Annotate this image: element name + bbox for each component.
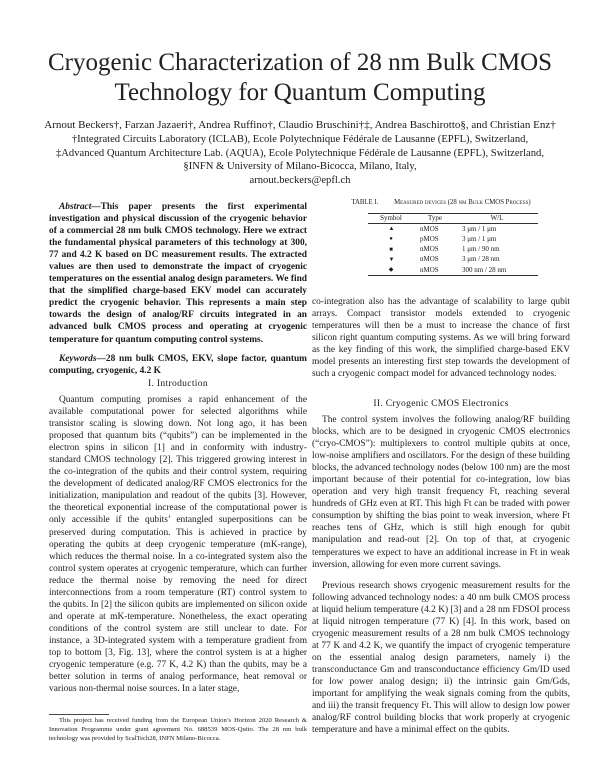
col-header-wl: W/L bbox=[490, 214, 504, 222]
table-cell-type: pMOS bbox=[420, 234, 439, 243]
table-cell-type: nMOS bbox=[420, 245, 439, 254]
cryo-cmos-paragraph: The control system involves the following analog/RF building blocks, which are to be designed in cryogenic CMOS electronics (“cryo-CMOS”): multiplexers to control multiple qubits at once, low-noise amplifiers and oscillators. For the design of these building blocks, the advanced technology nodes (below 100 nm) are the most important because of their potential for co-integration, low bias operation and very high transit frequency Ft, reaching several hundreds of GHz even at RT. This high Ft can be traded with power consumption by shifting the bias point to weak inversion, where Ft reaches tens of GHz, which is still high enough for qubit manipulation and read-out [2]. On top of that, at cryogenic temperatures we expect to have an additional increase in Ft in weak inversion, allowing for even more current savings. bbox=[312, 415, 570, 570]
right-column-top bbox=[312, 296, 570, 380]
title-line-1: Cryogenic Characterization of 28 nm Bulk CMOS bbox=[47, 49, 553, 76]
title-line-2: Technology for Quantum Computing bbox=[114, 79, 486, 106]
keywords-label: Keywords bbox=[59, 353, 97, 364]
keywords bbox=[49, 353, 307, 377]
table-cell-type: nMOS bbox=[420, 224, 439, 233]
triangle-down-icon: ▼ bbox=[388, 256, 395, 263]
affiliations bbox=[20, 133, 580, 187]
author-email: arnout.beckers@epfl.ch bbox=[249, 174, 351, 186]
table-caption bbox=[312, 199, 570, 206]
abstract-label: Abstract bbox=[59, 202, 92, 212]
table-cell-wl: 1 μm / 90 nm bbox=[462, 245, 500, 254]
section-2-heading: II. Cryogenic CMOS Electronics bbox=[373, 398, 509, 409]
left-column bbox=[49, 201, 307, 377]
table-cell-type: nMOS bbox=[420, 255, 439, 264]
table-cell-type: nMOS bbox=[420, 265, 439, 274]
intro-body bbox=[49, 394, 307, 695]
square-icon: ■ bbox=[389, 246, 393, 253]
triangle-up-icon: ▲ bbox=[388, 226, 395, 233]
footnote bbox=[49, 716, 307, 743]
table-row bbox=[368, 234, 538, 244]
section-2-body bbox=[312, 414, 570, 736]
devices-table bbox=[368, 213, 538, 276]
previous-research-paragraph: Previous research shows cryogenic measurement results for the following advanced technology nodes: a 40 nm bulk CMOS process at liquid helium temperature (4.2 K) [3] and a 28 nm FDSOI process at liquid nitrogen temperature (77 K) [4]. In this work, based on cryogenic measurement results of a 28 nm bulk CMOS technology at 77 K and 4.2 K, we quantify the impact of cryogenic temperature on the essential analog design parameters, namely i) the transconductance Gm and transconductance efficiency Gm/ID used for low power analog design; ii) the intrinsic gain Gm/Gds, important for amplifying the weak signals coming from the qubits, and iii) the transit frequency Ft. This will allow to design low power analog/RF control building blocks that work properly at cryogenic temperature and have a minimal effect on the qubits. bbox=[312, 580, 570, 736]
col-header-symbol: Symbol bbox=[380, 214, 402, 222]
intro-paragraph: Quantum computing promises a rapid enhancement of the available computational power for selected algorithms while transistor scaling is slowing down. Not long ago, it has been proposed that quantum bits (“qubits”) can be implemented in the electron spins in silicon [1] and in conformity with industry-standard CMOS technology [2]. This triggered growing interest in the co-integration of the qubits and their control system, requiring the development of dedicated analog/RF CMOS electronics for the initialization, manipulation and readout of the qubits [3]. However, the theoretical exponential increase of the computational power is only accessible if the qubits’ entangled superpositions can be preserved during computation. This is achieved in practice by operating the qubits at deep cryogenic temperature (mK-range), which reduces the thermal noise. In a co-integrated system also the control system operates at cryogenic temperature, which can further reduce the thermal noise by removing the need for direct interconnections from a room temperature (RT) control system to the qubits. In [2] the silicon qubits are implemented on silicon oxide and operate at mK-temperature. Nonetheless, the exact operating conditions of the control system are still unclear to date. For instance, a 3D-integrated system with a temperature gradient from top to bottom [3, Fig. 13], where the control system is at a higher cryogenic temperature (e.g. 77 K, 4.2 K) than the qubits, may be a better solution in terms of analog performance, heat removal or various non-thermal noise sources. In a later stage, bbox=[49, 395, 307, 695]
abstract-text: —This paper presents the first experimental investigation and physical discussion of the cryogenic behavior of a commercial 28 nm bulk CMOS technology. Here we extract the fundamental physical parameters of this technology at 300, 77 and 4.2 K based on DC measurement results. The extracted values are then used to demonstrate the impact of cryogenic temperatures on the essential analog design parameters. We find that the simplified charge-based EKV model can accurately predict the cryogenic behavior. This represents a main step towards the design of analog/RF circuits integrated in an advanced bulk CMOS process and operating at cryogenic temperature for quantum computing control systems. bbox=[49, 202, 307, 345]
col-header-type: Type bbox=[428, 214, 442, 222]
abstract bbox=[49, 201, 307, 346]
table-label: TABLE I. bbox=[351, 199, 379, 206]
table-row bbox=[368, 245, 538, 255]
author-list: Arnout Beckers†, Farzan Jazaeri†, Andrea Ruffino†, Claudio Bruschini†‡, Andrea Baschirotto§, and Christian Enz† bbox=[44, 119, 556, 131]
affiliation-aqua: ‡Advanced Quantum Architecture Lab. (AQUA), Ecole Polytechnique Fédérale de Lausanne (EPFL), Switzerland, bbox=[55, 147, 545, 159]
funding-note: This project has received funding from the European Union’s Horizon 2020 Research & Innovation Programme under grant agreement No. 688539 MOS-Quito. The 28 nm bulk technology was provided by ScalTech28, INFN Milano-Bicocca. bbox=[49, 717, 307, 742]
affiliation-iclab: †Integrated Circuits Laboratory (ICLAB), Ecole Polytechnique Fédérale de Lausanne (EPFL), Switzerland, bbox=[71, 134, 529, 145]
keywords-text: —28 nm bulk CMOS, EKV, slope factor, quantum computing, cryogenic, 4.2 K bbox=[49, 353, 307, 376]
table-row bbox=[368, 255, 538, 265]
table-row bbox=[368, 224, 538, 235]
continuation-paragraph: co-integration also has the advantage of scalability to large qubit arrays. Compact transistor models extended to cryogenic temperatures will then be a must to increase the chance of first silicon right quantum computing systems. As we will bring forward as the key finding of this work, the simplified charge-based EKV model presents an interesting first step towards the development of such a cryogenic compact model for advanced technology nodes. bbox=[312, 297, 570, 380]
circle-icon: ● bbox=[389, 236, 393, 243]
footnote-rule bbox=[49, 714, 109, 715]
affiliation-infn: §INFN & University of Milano-Bicocca, Milano, Italy, bbox=[183, 161, 417, 172]
table-cell-wl: 3 μm / 1 μm bbox=[462, 234, 497, 243]
paper-title bbox=[20, 48, 580, 108]
table-cell-wl: 3 μm / 1 μm bbox=[462, 224, 497, 233]
section-1-heading: I. Introduction bbox=[148, 378, 208, 389]
table-row bbox=[368, 265, 538, 276]
table-cell-wl: 3 μm / 28 nm bbox=[462, 255, 500, 264]
table-title: Measured devices (28 nm Bulk CMOS Process) bbox=[394, 199, 531, 206]
diamond-icon: ◆ bbox=[388, 267, 394, 274]
table-cell-wl: 300 nm / 28 nm bbox=[462, 265, 507, 274]
